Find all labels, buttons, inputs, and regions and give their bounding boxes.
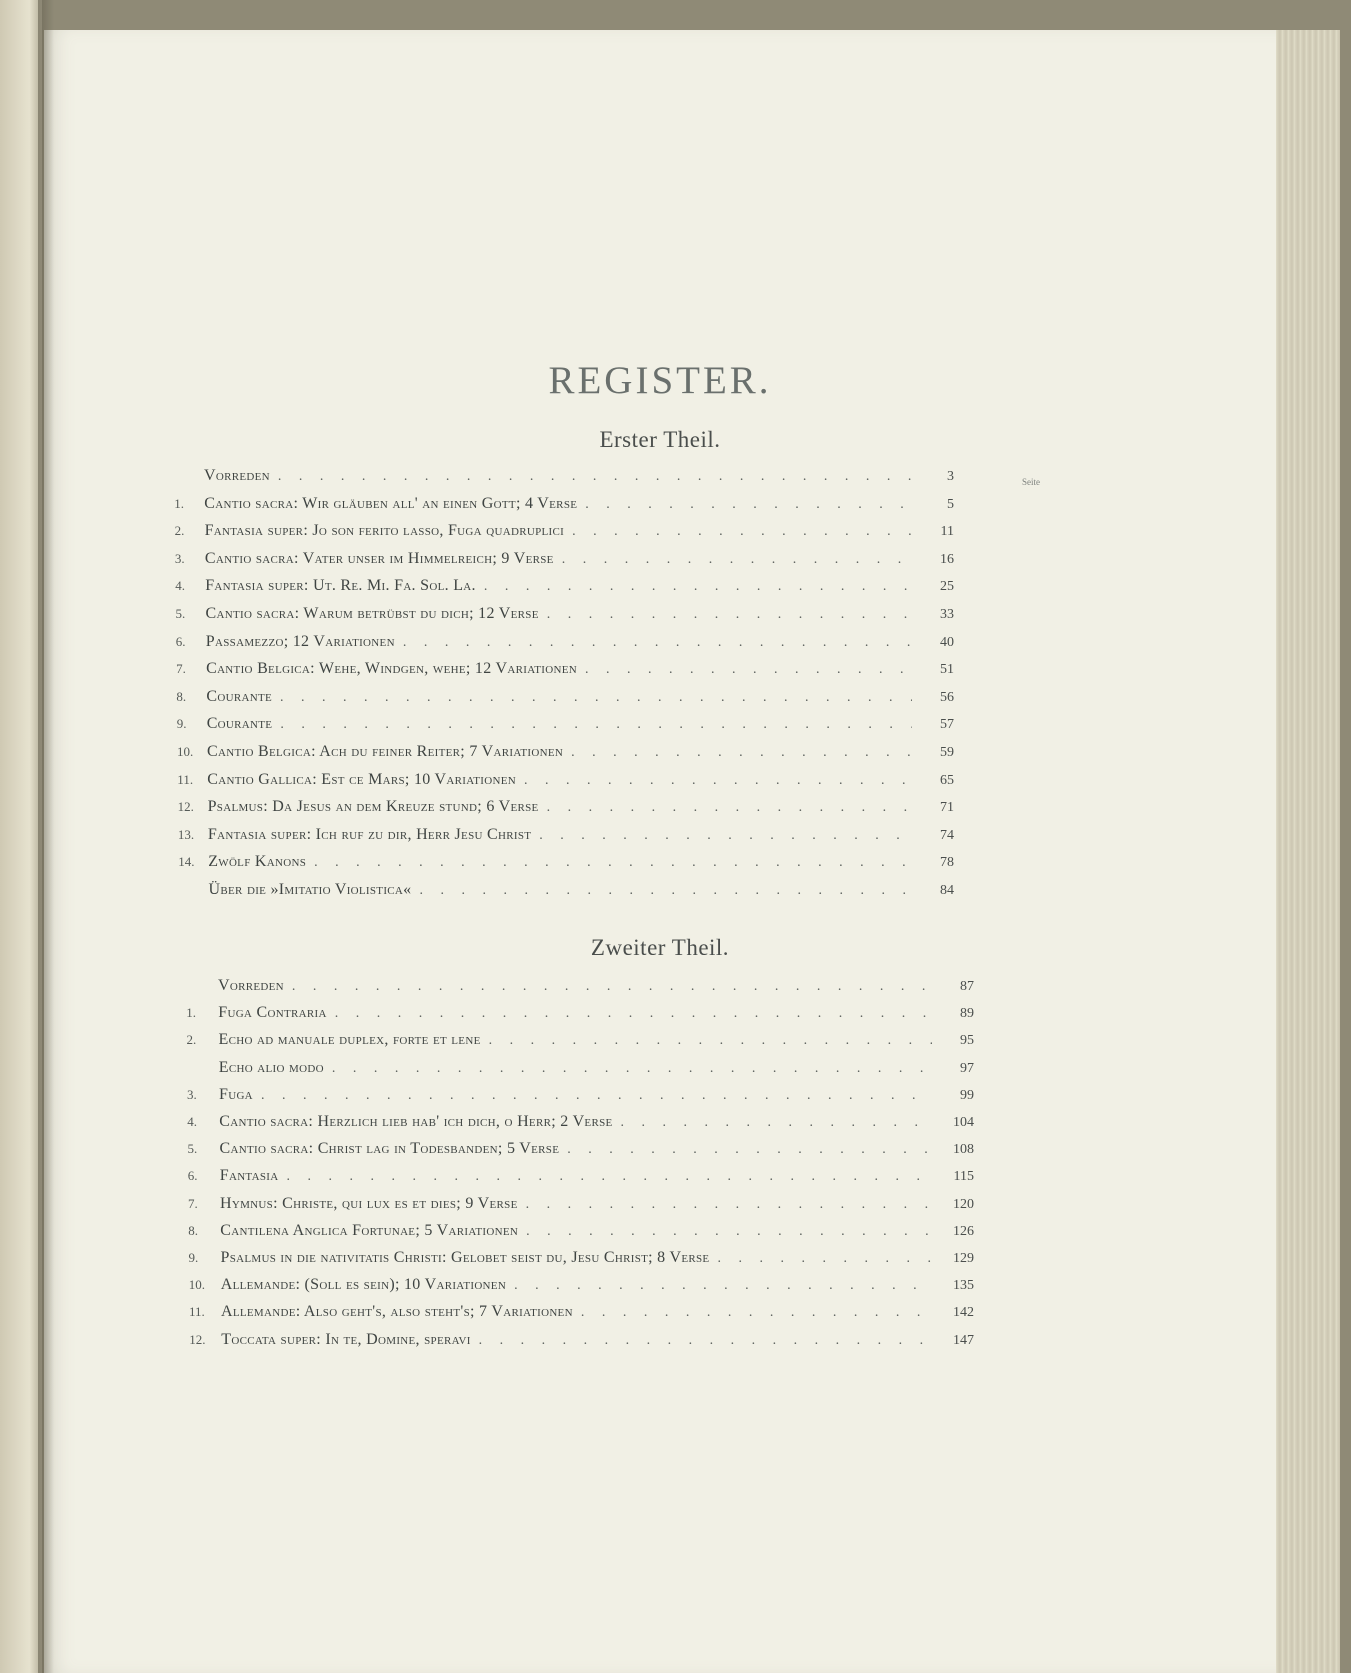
toc-entry: [178, 853, 954, 871]
table-of-contents: [44, 30, 1276, 1673]
toc-entry: [178, 798, 954, 816]
toc-entry-number: 10.: [177, 744, 194, 759]
toc-entry: [176, 633, 954, 651]
dot-leader: [585, 662, 912, 678]
toc-entry-number: 2.: [186, 1032, 197, 1048]
toc-entry-title: Über die »Imitatio Violistica«: [208, 881, 412, 898]
toc-entry-page-number: 115: [953, 1169, 974, 1185]
toc-entry: [174, 495, 954, 513]
toc-entry-number: 4.: [187, 1114, 197, 1129]
toc-entry-page-number: 51: [939, 662, 954, 678]
part2-heading: Zweiter Theil.: [590, 935, 730, 960]
toc-entry-number: 10.: [188, 1277, 205, 1293]
toc-entry-title: Cantio sacra: Vater unser im Himmelreich; 9 Verse: [204, 549, 554, 567]
toc-entry: [187, 1086, 974, 1104]
toc-entry-page-number: 16: [939, 551, 954, 567]
seite-label: Seite: [1022, 477, 1040, 487]
dot-leader: [489, 1033, 932, 1049]
toc-entry-title: Cantio Belgica: Ach du feiner Reiter; 7 Variationen: [207, 743, 564, 760]
toc-entry: [175, 522, 954, 540]
toc-entry-page-number: 142: [953, 1305, 974, 1321]
toc-entry-page-number: 33: [940, 607, 954, 622]
toc-entry-page-number: 97: [960, 1060, 974, 1076]
toc-entry: [177, 771, 954, 789]
toc-entry-title: Fantasia super: Ut. Re. Mi. Fa. Sol. La.: [205, 577, 476, 595]
dot-leader: [524, 773, 912, 789]
toc-entry: [187, 1031, 975, 1049]
dot-leader: [332, 1061, 932, 1077]
toc-entry: [177, 743, 954, 761]
toc-entry-number: 5.: [187, 1141, 198, 1157]
dot-leader: [403, 635, 912, 651]
toc-entry-page-number: 129: [953, 1251, 974, 1266]
toc-entry-page-number: 108: [953, 1142, 974, 1158]
toc-entry-number: 11.: [177, 771, 194, 787]
toc-entry-title: Vorreden: [218, 977, 284, 994]
toc-entry-title: Echo alio modo: [218, 1058, 324, 1076]
toc-entry-title: Fantasia super: Ich ruf zu dir, Herr Jesu Christ: [207, 825, 532, 843]
toc-entry-page-number: 147: [953, 1332, 974, 1348]
toc-entry-number: 9.: [176, 716, 187, 732]
dot-leader: [479, 1333, 932, 1349]
toc-entry-page-number: 135: [953, 1278, 974, 1294]
dot-leader: [717, 1251, 932, 1267]
toc-entry-title: Fantasia: [219, 1167, 279, 1185]
toc-entry-title: Courante: [206, 687, 273, 705]
toc-entry: [188, 1195, 974, 1213]
toc-entry-title: Allemande: Also geht's, also steht's; 7 Variationen: [221, 1303, 573, 1321]
toc-entry-number: 9.: [188, 1250, 199, 1265]
toc-entry: [175, 577, 954, 595]
toc-entry-page-number: 11: [940, 524, 954, 540]
toc-entry-number: 12.: [189, 1331, 206, 1347]
toc-entry-number: 3.: [174, 550, 185, 566]
toc-entry: [186, 977, 974, 995]
toc-entry-title: Cantio sacra: Christ lag in Todesbanden; 5 Verse: [219, 1140, 560, 1158]
toc-entry-number: 1.: [174, 495, 185, 511]
toc-entry-title: Cantilena Anglica Fortunae; 5 Variationen: [220, 1221, 519, 1239]
toc-entry: [187, 1113, 974, 1131]
toc-entry-title: Allemande: (Soll es sein); 10 Variationen: [220, 1276, 507, 1294]
dot-leader: [572, 524, 912, 540]
toc-entry-page-number: 40: [939, 634, 954, 650]
toc-entry-page-number: 56: [939, 689, 954, 705]
toc-entry-title: Echo ad manuale duplex, forte et lene: [218, 1031, 481, 1049]
toc-entry-number: 12.: [177, 799, 194, 815]
spine-shadow: [38, 0, 54, 1673]
toc-entry-page-number: 25: [939, 579, 954, 595]
toc-entry-title: Fantasia super: Jo son ferito lasso, Fuga quadruplici: [204, 522, 565, 540]
toc-entry: [189, 1276, 974, 1294]
dot-leader: [280, 690, 912, 706]
toc-entry-number: 7.: [188, 1195, 198, 1211]
toc-entry: [188, 1140, 975, 1158]
toc-entry-title: Vorreden: [204, 467, 270, 484]
toc-entry-title: Cantio sacra: Warum betrübst du dich; 12 Verse: [205, 605, 539, 622]
toc-entry-page-number: 95: [960, 1033, 974, 1049]
toc-entry-number: 6.: [187, 1168, 198, 1184]
toc-entry-page-number: 71: [939, 800, 954, 816]
dot-leader: [547, 800, 912, 816]
book-page: [44, 30, 1276, 1673]
toc-entry-title: Cantio sacra: Wir gläuben all' an einen Gott; 4 Verse: [204, 494, 578, 512]
toc-entry-page-number: 5: [946, 496, 954, 512]
toc-entry-title: Cantio Gallica: Est ce Mars; 10 Variationen: [207, 770, 517, 788]
left-page-edge: [0, 0, 42, 1673]
toc-entry: [174, 467, 954, 485]
toc-entry: [189, 1303, 974, 1321]
toc-entry: [176, 688, 954, 706]
toc-entry: [186, 1004, 974, 1022]
toc-entry-title: Cantio Belgica: Wehe, Windgen, wehe; 12 Variationen: [206, 660, 577, 678]
toc-entry-number: 3.: [187, 1086, 197, 1102]
dot-leader: [278, 469, 912, 485]
toc-entry-number: 8.: [176, 688, 187, 704]
toc-entry-number: 14.: [178, 854, 195, 870]
dot-leader: [484, 579, 912, 595]
page-stack-edge: [1265, 30, 1340, 1673]
dot-leader: [514, 1278, 932, 1294]
toc-entry: [189, 1249, 975, 1267]
toc-entry-title: Fuga: [219, 1085, 253, 1103]
toc-entry-title: Toccata super: In te, Domine, speravi: [221, 1330, 471, 1348]
toc-entry-number: 2.: [174, 523, 185, 539]
toc-entry: [177, 715, 954, 733]
toc-entry: [178, 826, 954, 844]
dot-leader: [286, 1169, 932, 1185]
toc-entry-title: Fuga Contraria: [218, 1004, 327, 1022]
dot-leader: [419, 883, 912, 899]
toc-entry-page-number: 59: [940, 745, 954, 760]
toc-entry-title: Passamezzo; 12 Variationen: [205, 632, 395, 650]
toc-entry: [187, 1059, 974, 1077]
toc-entry-title: Cantio sacra: Herzlich lieb hab' ich dich, o Herr; 2 Verse: [219, 1113, 613, 1130]
toc-entry-page-number: 104: [953, 1115, 974, 1130]
toc-entry-number: 1.: [186, 1005, 196, 1021]
dot-leader: [280, 717, 912, 733]
toc-entry-title: Zwölf Kanons: [208, 853, 307, 871]
dot-leader: [261, 1088, 932, 1104]
page-title: REGISTER.: [548, 359, 772, 403]
toc-entry-page-number: 99: [960, 1087, 974, 1103]
dot-leader: [314, 855, 912, 871]
dot-leader: [621, 1115, 932, 1131]
toc-entry-number: 5.: [175, 606, 186, 621]
toc-entry-page-number: 84: [940, 883, 954, 898]
dot-leader: [562, 552, 912, 568]
toc-entry-number: 4.: [175, 578, 185, 594]
toc-entry-page-number: 120: [953, 1196, 974, 1212]
toc-entry-title: Courante: [206, 715, 273, 733]
toc-entry-page-number: 3: [947, 469, 954, 484]
toc-entry: [175, 550, 954, 568]
toc-entry-number: 8.: [188, 1222, 198, 1238]
dot-leader: [526, 1224, 932, 1240]
dot-leader: [585, 497, 912, 513]
dot-leader: [547, 607, 912, 623]
toc-entry-page-number: 74: [939, 827, 954, 843]
toc-entry-title: Psalmus in die nativitatis Christi: Gelobet seist du, Jesu Christ; 8 Verse: [220, 1249, 710, 1266]
toc-entry-title: Psalmus: Da Jesus an dem Kreuze stund; 6 Verse: [207, 798, 539, 816]
dot-leader: [292, 979, 932, 995]
toc-entry-page-number: 78: [939, 855, 954, 871]
toc-entry-number: 11.: [189, 1304, 205, 1320]
dot-leader: [571, 745, 912, 761]
dot-leader: [335, 1006, 932, 1022]
toc-entry-number: 6.: [175, 633, 186, 649]
toc-entry: [188, 1222, 974, 1240]
toc-entry: [176, 660, 954, 678]
dot-leader: [526, 1197, 932, 1213]
toc-entry-page-number: 87: [960, 979, 974, 994]
toc-entry-number: 13.: [177, 826, 195, 842]
toc-entry: [189, 1331, 974, 1349]
toc-entry: [176, 605, 955, 623]
toc-entry-page-number: 65: [939, 772, 954, 788]
toc-entry: [188, 1167, 974, 1185]
toc-entry: [179, 881, 955, 899]
toc-entry-page-number: 89: [960, 1006, 974, 1022]
toc-entry-number: 7.: [176, 661, 186, 677]
dot-leader: [567, 1142, 932, 1158]
dot-leader: [581, 1305, 932, 1321]
toc-entry-page-number: 126: [953, 1223, 974, 1239]
toc-entry-page-number: 57: [939, 717, 954, 733]
dot-leader: [539, 828, 912, 844]
toc-entry-title: Hymnus: Christe, qui lux es et dies; 9 Verse: [220, 1194, 518, 1212]
part1-heading: Erster Theil.: [599, 427, 721, 452]
